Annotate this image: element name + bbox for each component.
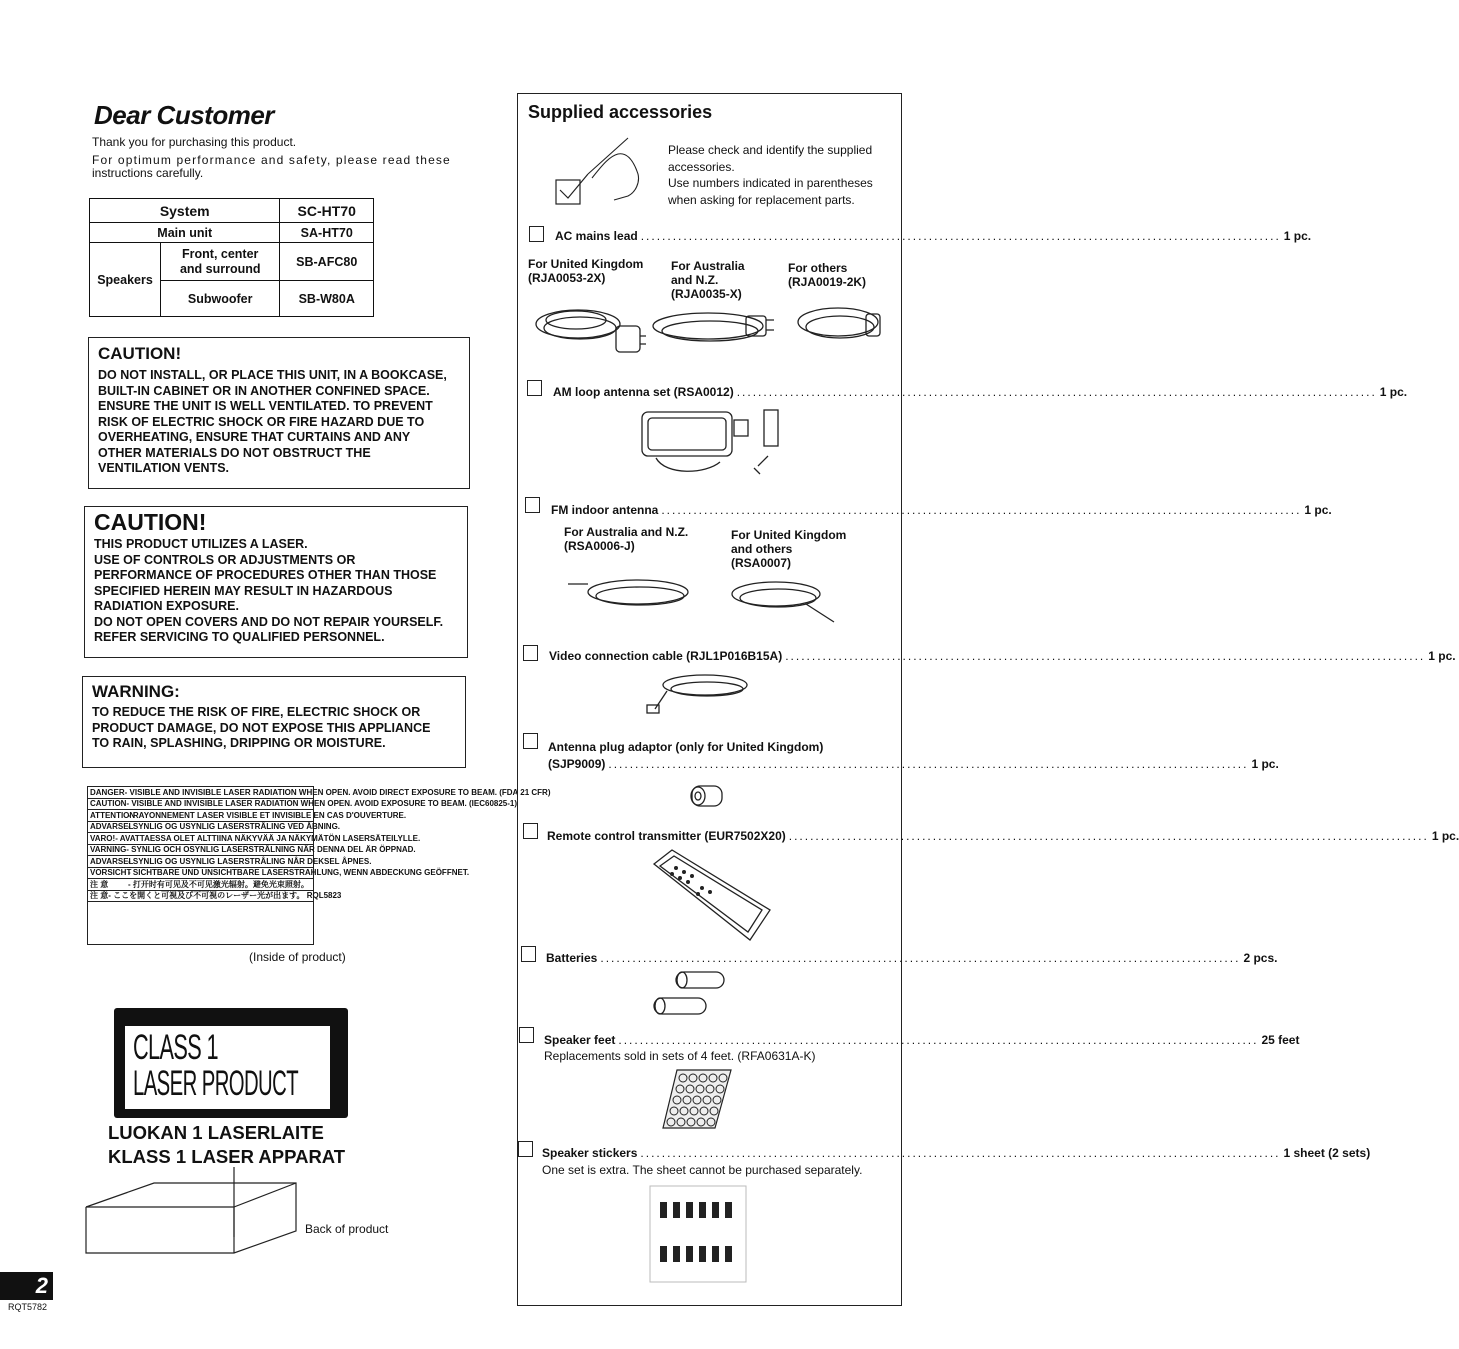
laser-label-row-text: - ここを開くと可視及び不可視のレーザー光が出ます。 RQL5823 bbox=[108, 891, 342, 901]
main-unit-cell: Main unit bbox=[90, 223, 280, 243]
plug-adaptor-line bbox=[548, 757, 1279, 771]
ac-lead-line bbox=[555, 229, 1312, 243]
speaker-feet-name: Speaker feet bbox=[544, 1033, 616, 1047]
laser-label-row bbox=[88, 856, 372, 868]
laser-label-row-key: CAUTION bbox=[90, 799, 127, 809]
model-code: RQT5782 bbox=[8, 1302, 48, 1312]
system-header: System bbox=[90, 199, 280, 223]
front-center-cell bbox=[161, 243, 280, 281]
video-cable-qty: 1 pc. bbox=[1428, 649, 1456, 663]
ac-uk-code: (RJA0053-2X) bbox=[528, 271, 606, 285]
ac-au-line: For Australia bbox=[671, 259, 745, 273]
speaker-stickers-line bbox=[542, 1146, 1371, 1160]
video-cable-name: Video connection cable (RJL1P016B15A) bbox=[549, 649, 783, 663]
speakers-cell: Speakers bbox=[90, 243, 161, 317]
fm-antenna-name: FM indoor antenna bbox=[551, 503, 659, 517]
caution-1-line: OTHER MATERIALS DO NOT OBSTRUCT THE bbox=[98, 445, 371, 460]
warning-line: TO RAIN, SPLASHING, DRIPPING OR MOISTURE. bbox=[92, 736, 386, 750]
fm-au-label bbox=[564, 525, 688, 553]
video-cable-checkbox[interactable] bbox=[523, 645, 538, 661]
caution-1-line: RISK OF ELECTRIC SHOCK OR FIRE HAZARD DUE TO bbox=[98, 414, 425, 429]
warning-box bbox=[82, 676, 466, 768]
class1-text: CLASS 1 bbox=[133, 1028, 218, 1067]
fm-uk-line: For United Kingdom bbox=[731, 528, 847, 542]
caution-body-2 bbox=[94, 537, 443, 646]
laser-label-row bbox=[88, 845, 416, 857]
fm-uk-line-2: and others bbox=[731, 542, 793, 556]
back-of-product-drawing bbox=[84, 1165, 304, 1255]
warning-body bbox=[92, 705, 430, 752]
fm-antenna-line bbox=[551, 503, 1332, 517]
intro-line-2: accessories. bbox=[668, 159, 735, 174]
laser-label-row bbox=[88, 799, 518, 811]
subwoofer-cell: Subwoofer bbox=[161, 281, 280, 317]
remote-illustration bbox=[650, 848, 772, 942]
caution-1-line: DO NOT INSTALL, OR PLACE THIS UNIT, IN A BOOKCASE, bbox=[98, 368, 447, 382]
system-table bbox=[89, 198, 374, 317]
caution-2-line: RADIATION EXPOSURE. bbox=[94, 599, 239, 613]
class1-label bbox=[114, 1008, 348, 1118]
remote-line bbox=[547, 829, 1459, 843]
ac-au-line-2: and N.Z. bbox=[671, 273, 719, 287]
laser-label-row-text: - SYNLIG OG USYNLIG LASERSTRÅLING NÅR DEKSEL ÅPNES. bbox=[128, 856, 372, 866]
laser-product-text: LASER PRODUCT bbox=[133, 1064, 299, 1103]
laser-label-row bbox=[88, 879, 313, 891]
ac-au-label bbox=[671, 259, 745, 301]
fm-uk-code: (RSA0007) bbox=[731, 556, 792, 570]
plug-adaptor-code: (SJP9009) bbox=[548, 757, 606, 771]
class1-label-inner bbox=[125, 1026, 330, 1109]
klass-text: KLASS 1 LASER APPARAT bbox=[108, 1146, 346, 1167]
ac-lead-qty: 1 pc. bbox=[1283, 229, 1312, 243]
laser-label-row-key: VARNING bbox=[90, 845, 127, 855]
remote-checkbox[interactable] bbox=[523, 823, 538, 839]
speaker-stickers-note: One set is extra. The sheet cannot be purchased separately. bbox=[542, 1163, 863, 1177]
ac-uk-label bbox=[528, 257, 643, 285]
speaker-stickers-checkbox[interactable] bbox=[518, 1141, 533, 1157]
laser-label-row bbox=[88, 810, 407, 822]
laser-label-row bbox=[88, 822, 341, 834]
remote-qty: 1 pc. bbox=[1431, 829, 1459, 843]
laser-label-row-key: 注 意 bbox=[90, 891, 109, 901]
caution-1-line: BUILT-IN CABINET OR IN ANOTHER CONFINED SPACE. bbox=[98, 383, 430, 398]
fm-antenna-qty: 1 pc. bbox=[1304, 503, 1332, 517]
warning-line: TO REDUCE THE RISK OF FIRE, ELECTRIC SHOCK OR bbox=[92, 705, 421, 719]
batteries-line bbox=[546, 951, 1278, 965]
plug-adaptor-qty: 1 pc. bbox=[1251, 757, 1279, 771]
laser-label-row bbox=[88, 833, 421, 845]
subwoofer-model: SB-W80A bbox=[280, 281, 374, 317]
ac-other-line: For others bbox=[788, 261, 848, 275]
fm-au-code: (RSA0006-J) bbox=[564, 539, 635, 553]
caution-2-line: REFER SERVICING TO QUALIFIED PERSONNEL. bbox=[94, 630, 385, 644]
dear-customer-title: Dear Customer bbox=[94, 100, 274, 130]
batteries-qty: 2 pcs. bbox=[1243, 951, 1278, 965]
front-center-line-1: Front, center bbox=[182, 246, 259, 261]
video-cable-illustration bbox=[645, 667, 755, 717]
warning-title: WARNING: bbox=[92, 682, 180, 701]
accessories-title: Supplied accessories bbox=[528, 102, 713, 122]
laser-label-row-text: - SYNLIG OG USYNLIG LASERSTRÅLING VED ÅBNING. bbox=[128, 822, 341, 832]
batteries-illustration bbox=[652, 970, 730, 1018]
laser-label-row bbox=[88, 787, 551, 799]
am-antenna-name: AM loop antenna set (RSA0012) bbox=[553, 385, 734, 399]
caution-2-line: SPECIFIED HEREIN MAY RESULT IN HAZARDOUS bbox=[94, 583, 393, 598]
caution-1-line: VENTILATION VENTS. bbox=[98, 461, 230, 475]
inside-product-caption: (Inside of product) bbox=[249, 950, 346, 964]
laser-warning-label bbox=[87, 786, 551, 945]
fm-antenna-checkbox[interactable] bbox=[525, 497, 540, 513]
am-antenna-illustration bbox=[636, 406, 786, 486]
caution-1-line: ENSURE THE UNIT IS WELL VENTILATED. TO PREVENT bbox=[98, 399, 433, 413]
fm-au-line: For Australia and N.Z. bbox=[564, 525, 689, 539]
video-cable-line bbox=[549, 649, 1456, 663]
back-of-product-caption: Back of product bbox=[305, 1222, 389, 1236]
laser-label-row bbox=[88, 868, 470, 880]
laser-label-row-key: VORSICHT bbox=[90, 868, 132, 878]
speaker-feet-illustration bbox=[661, 1068, 733, 1130]
remote-name: Remote control transmitter (EUR7502X20) bbox=[547, 829, 786, 843]
intro-line-3: Use numbers indicated in parentheses bbox=[668, 176, 873, 190]
warning-line: PRODUCT DAMAGE, DO NOT EXPOSE THIS APPLIANCE bbox=[92, 720, 431, 735]
am-antenna-qty: 1 pc. bbox=[1379, 385, 1408, 399]
am-antenna-line bbox=[553, 385, 1408, 399]
caution-1-line: OVERHEATING, ENSURE THAT CURTAINS AND ANY bbox=[98, 430, 411, 444]
thanks-text: Thank you for purchasing this product. bbox=[92, 135, 297, 149]
laser-label-row-key: DANGER bbox=[90, 787, 125, 797]
caution-2-line: PERFORMANCE OF PROCEDURES OTHER THAN THOSE bbox=[94, 568, 437, 582]
model-header: SC-HT70 bbox=[280, 199, 374, 223]
speaker-feet-line bbox=[544, 1033, 1300, 1047]
ac-other-label bbox=[788, 261, 866, 289]
main-unit-model: SA-HT70 bbox=[280, 223, 374, 243]
caution-box-1 bbox=[88, 337, 470, 489]
speaker-stickers-illustration bbox=[648, 1184, 748, 1284]
speaker-stickers-name: Speaker stickers bbox=[542, 1146, 638, 1160]
laser-label-row-text: - AVATTAESSA OLET ALTTIINA NÄKYVÄÄ JA NÄKYMÄTÖN LASERSÄTEILYLLE. bbox=[115, 833, 421, 843]
plug-adaptor-checkbox[interactable] bbox=[523, 733, 538, 749]
laser-label-row-text: - 打开时有可见及不可见激光辐射。避免光束照射。 bbox=[128, 879, 309, 889]
intro-line-4: when asking for replacement parts. bbox=[668, 192, 855, 207]
laser-label-row-key: 注 意 bbox=[90, 879, 109, 889]
luokan-text: LUOKAN 1 LASERLAITE bbox=[108, 1122, 324, 1143]
laser-label-row-text: - VISIBLE AND INVISIBLE LASER RADIATION WHEN OPEN. AVOID EXPOSURE TO BEAM. (IEC60825-1) bbox=[126, 799, 518, 809]
laser-label-row-text: - VISIBLE AND INVISIBLE LASER RADIATION WHEN OPEN. AVOID DIRECT EXPOSURE TO BEAM. (FDA 21 CFR) bbox=[124, 787, 551, 797]
am-antenna-checkbox[interactable] bbox=[527, 380, 542, 396]
plug-adaptor-illustration bbox=[686, 782, 726, 810]
batteries-checkbox[interactable] bbox=[521, 946, 536, 962]
speaker-feet-note: Replacements sold in sets of 4 feet. (RFA0631A-K) bbox=[544, 1049, 816, 1063]
laser-label-row-key: ATTENTION bbox=[90, 810, 136, 820]
speaker-feet-qty: 25 feet bbox=[1261, 1033, 1300, 1047]
caution-title-2: CAUTION! bbox=[94, 509, 207, 535]
caution-2-line: USE OF CONTROLS OR ADJUSTMENTS OR bbox=[94, 552, 356, 567]
laser-label-row-text: - RAYONNEMENT LASER VISIBLE ET INVISIBLE EN CAS D'OUVERTURE. bbox=[128, 810, 407, 820]
page-number: 2 bbox=[35, 1273, 48, 1298]
speaker-stickers-qty: 1 sheet (2 sets) bbox=[1283, 1146, 1371, 1160]
ac-uk-line: For United Kingdom bbox=[528, 257, 644, 271]
caution-2-line: DO NOT OPEN COVERS AND DO NOT REPAIR YOURSELF. bbox=[94, 614, 444, 629]
intro-text-2: instructions carefully. bbox=[92, 166, 204, 180]
caution-box-2 bbox=[84, 506, 468, 658]
ac-leads-illustration bbox=[528, 296, 888, 366]
laser-label-row bbox=[88, 891, 342, 903]
page-number-block bbox=[0, 1272, 53, 1300]
caution-body-1 bbox=[98, 368, 447, 477]
laser-label-row-text: - SICHTBARE UND UNSICHTBARE LASERSTRAHLUNG, WENN ABDECKUNG GEÖFFNET. bbox=[128, 868, 470, 878]
laser-label-row-key: VARO! bbox=[90, 833, 116, 843]
ac-au-code: (RJA0035-X) bbox=[671, 287, 742, 301]
front-model: SB-AFC80 bbox=[280, 243, 374, 281]
front-center-line-2: and surround bbox=[179, 261, 261, 276]
speaker-feet-checkbox[interactable] bbox=[519, 1027, 534, 1043]
accessories-intro bbox=[668, 142, 873, 208]
ac-lead-checkbox[interactable] bbox=[529, 226, 544, 242]
caution-2-line: THIS PRODUCT UTILIZES A LASER. bbox=[94, 537, 308, 551]
ac-other-code: (RJA0019-2K) bbox=[788, 275, 867, 289]
plug-adaptor-name: Antenna plug adaptor (only for United Kingdom) bbox=[548, 740, 824, 754]
ac-lead-name: AC mains lead bbox=[555, 229, 638, 243]
laser-label-row-text: - SYNLIG OCH OSYNLIG LASERSTRÅLNING NÄR DENNA DEL ÄR ÖPPNAD. bbox=[126, 845, 416, 855]
batteries-name: Batteries bbox=[546, 951, 598, 965]
laser-label-rows bbox=[88, 787, 551, 902]
laser-label-row-key: ADVARSEL bbox=[90, 856, 134, 866]
laser-label-row-key: ADVARSEL bbox=[90, 822, 134, 832]
checking-hand-icon bbox=[548, 134, 658, 214]
fm-antenna-illustration bbox=[566, 570, 856, 630]
fm-uk-label bbox=[731, 528, 846, 570]
intro-line-1: Please check and identify the supplied bbox=[668, 143, 873, 157]
intro-text: For optimum performance and safety, please read these bbox=[92, 153, 451, 167]
caution-title-1: CAUTION! bbox=[98, 344, 182, 363]
